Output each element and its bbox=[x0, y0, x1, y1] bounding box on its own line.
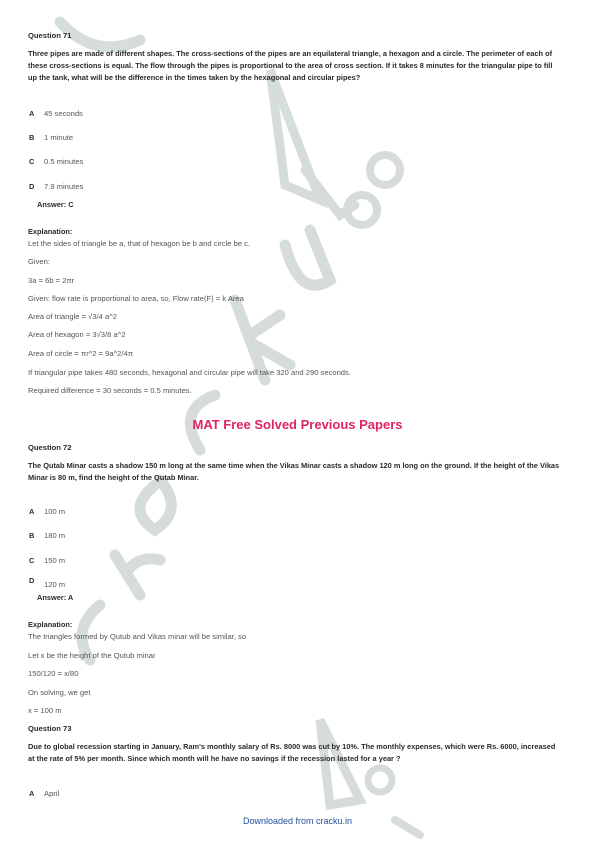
q72-option-a-letter: A bbox=[29, 507, 35, 516]
q72-option-c-letter: C bbox=[29, 556, 35, 565]
q71-option-c[interactable]: 0.5 minutes bbox=[44, 157, 84, 166]
question-72-title: Question 72 bbox=[28, 443, 72, 452]
q72-answer: Answer: A bbox=[37, 593, 74, 602]
q71-option-a-letter: A bbox=[29, 109, 35, 118]
q71-explanation-heading: Explanation: bbox=[28, 227, 73, 236]
q71-option-d[interactable]: 7.9 minutes bbox=[44, 182, 84, 191]
q72-explanation-line: The triangles formed by Qutub and Vikas minar will be similar, so bbox=[28, 632, 247, 641]
q71-explanation-line: Let the sides of triangle be a, that of hexagon be b and circle be c. bbox=[28, 239, 251, 248]
footer-download-link[interactable]: Downloaded from cracku.in bbox=[242, 816, 353, 826]
q71-option-d-letter: D bbox=[29, 182, 35, 191]
q72-option-b-letter: B bbox=[29, 531, 35, 540]
q71-option-c-letter: C bbox=[29, 157, 35, 166]
q71-option-a[interactable]: 45 seconds bbox=[44, 109, 83, 118]
q71-option-b[interactable]: 1 minute bbox=[44, 133, 74, 142]
q72-option-a[interactable]: 100 m bbox=[44, 507, 66, 516]
question-73-title: Question 73 bbox=[28, 724, 72, 733]
q71-explanation-line: Given: flow rate is proportional to area, so, Flow rate(F) = k Area bbox=[28, 294, 244, 303]
question-71-text: Three pipes are made of different shapes. The cross-sections of the pipes are an equilateral triangle, a hexagon and a circle. The perimeter of each of these cross-sections is equal. The flow through the pipes is proportional to the area of cross section. If it takes 8 minutes for the triangular pipe to fill up the tank, what will be the difference in the times taken by the hexagonal and circular pipes? bbox=[28, 49, 553, 82]
q72-option-d-letter: D bbox=[29, 576, 35, 585]
question-71-title: Question 71 bbox=[28, 31, 72, 40]
q71-explanation-line: Area of hexagon = 3√3/8 a^2 bbox=[28, 330, 126, 339]
question-73-text: Due to global recession starting in January, Ram's monthly salary of Rs. 8000 was cut by 10%. The monthly expenses, which were Rs. 6000, increased at the rate of 5% per month. Since which month will he have no savings if the recession lasted for a year ? bbox=[28, 742, 556, 763]
q72-explanation-line: 150/120 = x/80 bbox=[28, 669, 79, 678]
q71-explanation-line: If triangular pipe takes 480 seconds, hexagonal and circular pipe will take 320 and 290 seconds. bbox=[28, 368, 351, 377]
q71-explanation-line: Area of circle = πr^2 = 9a^2/4π bbox=[28, 349, 133, 358]
q72-option-c[interactable]: 150 m bbox=[44, 556, 66, 565]
q72-option-d[interactable]: 120 m bbox=[44, 580, 66, 589]
q71-explanation-line: Required difference = 30 seconds = 0.5 minutes. bbox=[28, 386, 192, 395]
q71-explanation-line: Given: bbox=[28, 257, 50, 266]
q72-option-b[interactable]: 180 m bbox=[44, 531, 66, 540]
q72-explanation-line: On solving, we get bbox=[28, 688, 91, 697]
q73-option-a-letter: A bbox=[29, 789, 35, 798]
q72-explanation-line: Let x be the height of the Qutub minar bbox=[28, 651, 156, 660]
q71-option-b-letter: B bbox=[29, 133, 35, 142]
q71-answer: Answer: C bbox=[37, 200, 74, 209]
promo-banner-link[interactable]: MAT Free Solved Previous Papers bbox=[192, 417, 403, 432]
q72-explanation-line: x = 100 m bbox=[28, 706, 62, 715]
q72-explanation-heading: Explanation: bbox=[28, 620, 73, 629]
q73-option-a[interactable]: April bbox=[44, 789, 60, 798]
q71-explanation-line: Area of triangle = √3/4 a^2 bbox=[28, 312, 117, 321]
question-72-text: The Qutab Minar casts a shadow 150 m long at the same time when the Vikas Minar casts a shadow 120 m long on the ground. If the height of the Vikas Minar is 80 m, find the height of the Qutab Minar. bbox=[28, 461, 560, 482]
q71-explanation-line: 3a = 6b = 2πr bbox=[28, 276, 75, 285]
